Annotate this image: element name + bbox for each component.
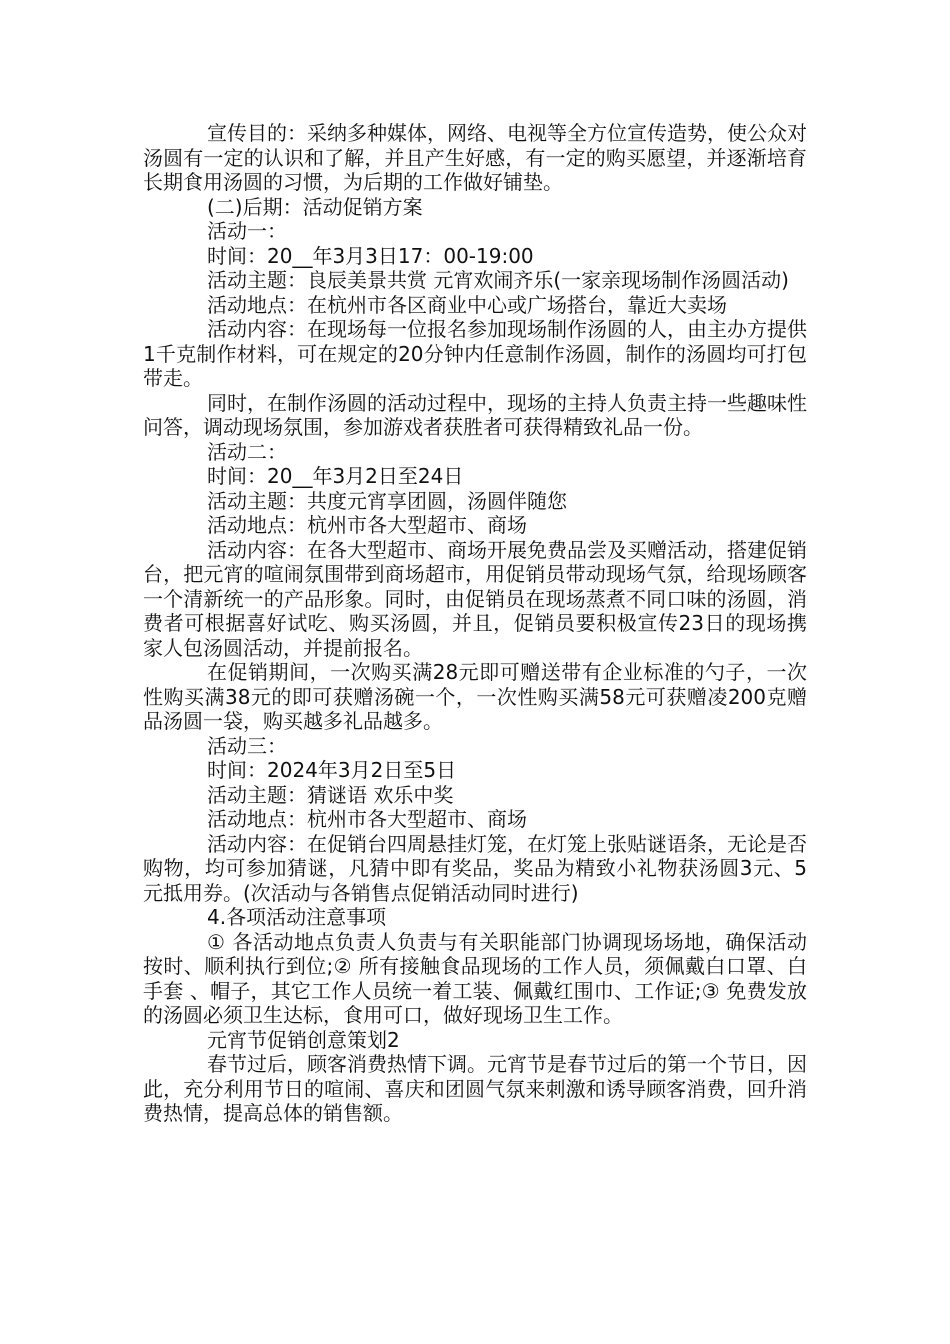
paragraph-activity-1-time: 时间：20__年3月3日17：00-19:00 bbox=[207, 243, 534, 268]
paragraph-activity-3-time: 时间：2024年3月2日至5日 bbox=[207, 758, 457, 782]
paragraph-activity-2-time: 时间：20__年3月2日至24日 bbox=[207, 464, 464, 488]
paragraph-activity-2-location: 活动地点：杭州市各大型超市、商场 bbox=[207, 513, 527, 537]
paragraph-activity-1-location: 活动地点：在杭州市各区商业中心或广场搭台，靠近大卖场 bbox=[207, 292, 727, 317]
paragraph-notes-content: ① 各活动地点负责人负责与有关职能部门协调现场场地，确保活动按时、顺利执行到位;② 所有接触食品现场的工作人员，须佩戴白口罩、白手套 、帽子，其它工作人员统一着工装、佩戴红围巾、工作证;③ 免费发放的汤圆必须卫生达标，食用可口，做好现场卫生工作。 bbox=[143, 929, 807, 1027]
paragraph-activity-3-content: 活动内容：在促销台四周悬挂灯笼，在灯笼上张贴谜语条，无论是否购物，均可参加猜谜，凡猜中即有奖品，奖品为精致小礼物获汤圆3元、5元抵用券。(次活动与各销售点促销活动同时进行) bbox=[143, 831, 807, 905]
paragraph-activity-1-qa: 同时，在制作汤圆的活动过程中，现场的主持人负责主持一些趣味性问答，调动现场氛围，参加游戏者获胜者可获得精致礼品一份。 bbox=[143, 390, 807, 439]
paragraph-plan-2-heading: 元宵节促销创意策划2 bbox=[207, 1027, 400, 1052]
paragraph-activity-3-heading: 活动三： bbox=[207, 733, 287, 758]
paragraph-activity-3-location: 活动地点：杭州市各大型超市、商场 bbox=[207, 807, 527, 831]
paragraph-plan-2-intro: 春节过后，顾客消费热情下调。元宵节是春节过后的第一个节日，因此，充分利用节日的喧闹、喜庆和团圆气氛来刺激和诱导顾客消费，回升消费热情，提高总体的销售额。 bbox=[143, 1052, 807, 1125]
paragraph-activity-2-theme: 活动主题：共度元宵享团圆，汤圆伴随您 bbox=[207, 488, 567, 513]
paragraph-notes-heading: 4.各项活动注意事项 bbox=[207, 905, 387, 929]
paragraph-activity-2-gifts: 在促销期间，一次购买满28元即可赠送带有企业标准的勺子，一次性购买满38元的即可获赠汤碗一个，一次性购买满58元可获赠凌200克赠品汤圆一袋，购买越多礼品越多。 bbox=[143, 660, 807, 733]
paragraph-activity-1-theme: 活动主题：良辰美景共赏 元宵欢闹齐乐(一家亲现场制作汤圆活动) bbox=[207, 268, 789, 292]
paragraph-later-phase-heading: (二)后期：活动促销方案 bbox=[207, 194, 423, 219]
paragraph-activity-2-content: 活动内容：在各大型超市、商场开展免费品尝及买赠活动，搭建促销台，把元宵的喧闹氛围带到商场超市，用促销员带动现场气氛，给现场顾客一个清新统一的产品形象。同时，由促销员在现场蒸煮不同口味的汤圆，消费者可根据喜好试吃、购买汤圆，并且，促销员要积极宣传23日的现场携家人包汤圆活动，并提前报名。 bbox=[143, 537, 807, 660]
document-body bbox=[143, 121, 807, 1126]
paragraph-activity-1-heading: 活动一： bbox=[207, 219, 287, 243]
paragraph-activity-3-theme: 活动主题：猜谜语 欢乐中奖 bbox=[207, 782, 454, 807]
paragraph-publicity-goal: 宣传目的：采纳多种媒体，网络、电视等全方位宣传造势，使公众对汤圆有一定的认识和了解，并且产生好感，有一定的购买愿望，并逐渐培育长期食用汤圆的习惯，为后期的工作做好铺垫。 bbox=[143, 121, 807, 194]
paragraph-activity-2-heading: 活动二： bbox=[207, 439, 287, 464]
paragraph-activity-1-content: 活动内容：在现场每一位报名参加现场制作汤圆的人，由主办方提供1千克制作材料，可在规定的20分钟内任意制作汤圆，制作的汤圆均可打包带走。 bbox=[143, 317, 807, 390]
